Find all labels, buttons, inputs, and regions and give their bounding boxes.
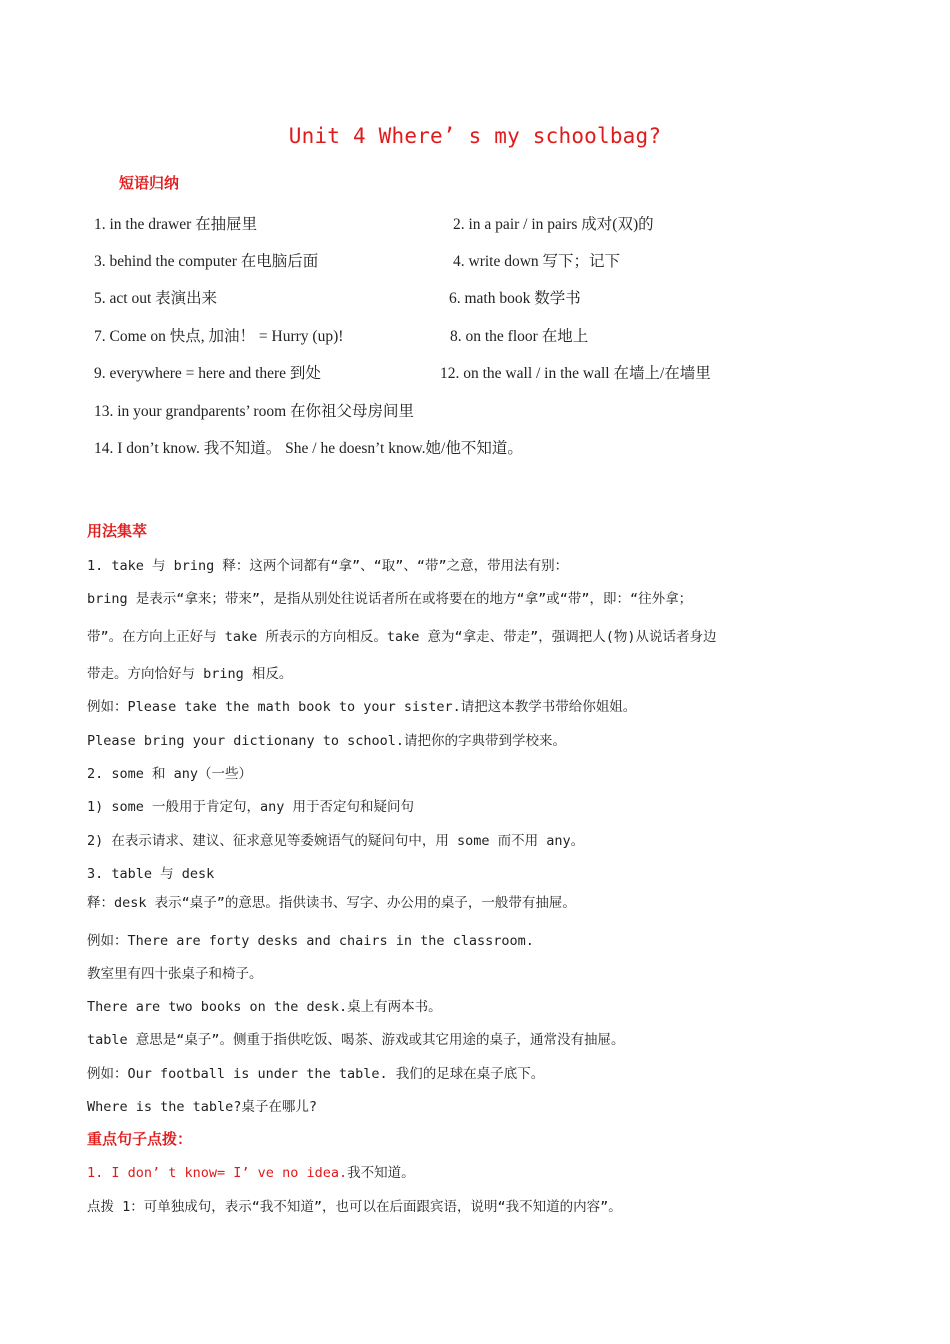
usage-line: 教室里有四十张桌子和椅子。 — [87, 966, 263, 982]
usage-line: 1) some 一般用于肯定句，any 用于否定句和疑问句 — [87, 799, 415, 815]
usage-line: 例如：Please take the math book to your sister.请把这本教学书带给你姐姐。 — [87, 699, 637, 715]
usage-heading: 用法集萃 — [87, 522, 148, 540]
phrase-item: 2. in a pair / in pairs 成对(双)的 — [453, 216, 654, 233]
phrases-heading: 短语归纳 — [119, 174, 180, 192]
usage-line: 带”。在方向上正好与 take 所表示的方向相反。take 意为“拿走、带走”，强调把人(物)从说话者身边 — [87, 629, 717, 645]
phrase-item: 7. Come on 快点, 加油！ = Hurry (up)! — [94, 328, 344, 345]
usage-line: Where is the table?桌子在哪儿? — [87, 1099, 318, 1115]
usage-line: 带走。方向恰好与 bring 相反。 — [87, 666, 293, 682]
phrase-item: 3. behind the computer 在电脑后面 — [94, 253, 319, 270]
usage-line: There are two books on the desk.桌上有两本书。 — [87, 999, 442, 1015]
usage-line: table 意思是“桌子”。侧重于指供吃饭、喝茶、游戏或其它用途的桌子，通常没有抽屉。 — [87, 1032, 625, 1048]
phrase-item: 9. everywhere = here and there 到处 — [94, 365, 321, 382]
key-tip: 点拨 1：可单独成句，表示“我不知道”，也可以在后面跟宾语，说明“我不知道的内容”。 — [87, 1199, 622, 1215]
usage-line: 1. take 与 bring 释：这两个词都有“拿”、“取”、“带”之意，带用法有别： — [87, 558, 569, 574]
usage-line: 2) 在表示请求、建议、征求意见等委婉语气的疑问句中，用 some 而不用 any。 — [87, 833, 585, 849]
usage-line: bring 是表示“拿来；带来”，是指从别处往说话者所在或将要在的地方“拿”或“带”，即：“往外拿； — [87, 591, 693, 607]
phrase-item: 4. write down 写下；记下 — [453, 253, 621, 270]
key-sentence — [87, 1161, 415, 1181]
usage-line: 例如：There are forty desks and chairs in the classroom. — [87, 933, 534, 949]
usage-line: Please bring your dictionany to school.请把你的字典带到学校来。 — [87, 733, 566, 749]
phrase-item: 14. I don’t know. 我不知道。 She / he doesn’t know.她/他不知道。 — [94, 440, 523, 457]
key-sentences-heading: 重点句子点拨： — [87, 1130, 193, 1148]
phrase-item: 12. on the wall / in the wall 在墙上/在墙里 — [440, 365, 711, 382]
usage-line: 3. table 与 desk — [87, 866, 215, 882]
key-sentence-en: 1. I don’ t know= I’ ve no idea. — [87, 1165, 348, 1181]
usage-line: 例如：Our football is under the table. 我们的足球在桌子底下。 — [87, 1066, 545, 1082]
usage-line: 2. some 和 any（一些） — [87, 766, 253, 782]
phrase-item: 6. math book 数学书 — [449, 290, 581, 307]
page-title: Unit 4 Where’ s my schoolbag? — [288, 124, 662, 148]
phrase-item: 13. in your grandparents’ room 在你祖父母房间里 — [94, 403, 414, 420]
usage-line: 释：desk 表示“桌子”的意思。指供读书、写字、办公用的桌子，一般带有抽屉。 — [87, 895, 576, 911]
phrase-item: 1. in the drawer 在抽屉里 — [94, 216, 258, 233]
key-sentence-cn: 我不知道。 — [347, 1165, 415, 1181]
phrase-item: 8. on the floor 在地上 — [450, 328, 589, 345]
phrase-item: 5. act out 表演出来 — [94, 290, 218, 307]
